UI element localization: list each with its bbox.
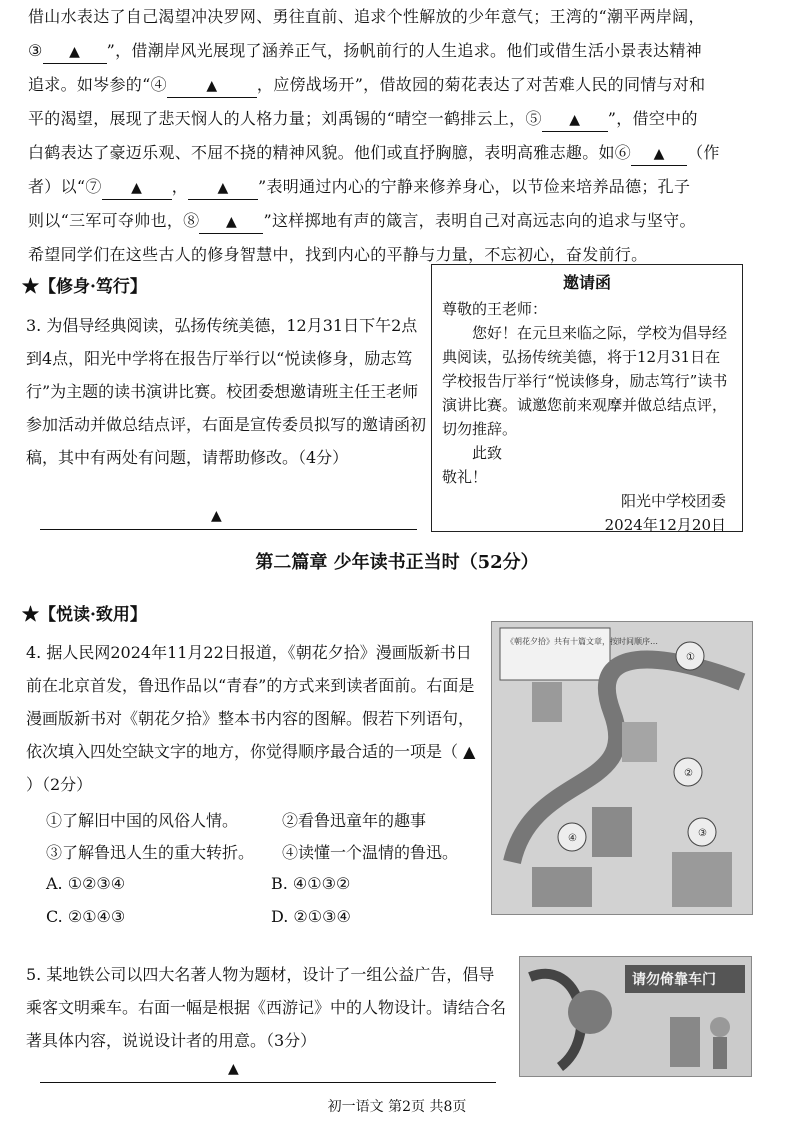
answer-blank-6[interactable]: ▲ [631,142,687,166]
statement-1: ①了解旧中国的风俗人情。 [46,811,239,830]
option-b[interactable]: B. ④①③② [271,874,351,893]
question-5-answer-line[interactable] [40,1081,496,1083]
comic-drawing [492,622,752,914]
question-3-answer-mark: ▲ [211,508,222,524]
option-c[interactable]: C. ②①④③ [46,907,126,926]
question-5-answer-mark: ▲ [228,1061,239,1077]
statement-3: ③了解鲁迅人生的重大转折。 [46,843,255,862]
question-4: 4. 据人民网2024年11月22日报道，《朝花夕拾》漫画版新书日前在北京首发，鲁迅作品以“青春”的方式来到读者面前。右面是漫画版新书对《朝花夕拾》整本书内容的图解。假若下列语句，依次填入四处空缺文字的地方，你觉得顺序最合适的一项是（ ▲ ）（2分） [26,643,476,794]
intro-line-5: 白鹤表达了豪迈乐观、不屈不挠的精神风貌。他们或直抒胸臆，表明高雅志趣。如⑥ ▲ （作 [28,136,768,169]
letter-closing-1: 此致 [472,444,503,462]
subway-poster [519,956,752,1077]
intro-line-2: ③ ▲ ”，借潮岸风光展现了涵养正气，扬帆前行的人生追求。他们或借生活小景表达精神 [28,34,768,67]
question-3-answer-line[interactable] [40,528,417,530]
section-heading-xiushen: ★【修身·笃行】 [22,277,147,297]
answer-blank-8[interactable]: ▲ [199,210,263,234]
statement-2: ②看鲁迅童年的趣事 [282,811,427,830]
option-a[interactable]: A. ①②③④ [46,874,126,893]
poster-drawing [520,957,751,1076]
answer-blank-7b[interactable]: ▲ [188,176,258,200]
letter-body: 您好！在元旦来临之际，学校为倡导经典阅读，弘扬传统美德，将于12月31日在学校报告厅举行“悦读修身，励志笃行”读书演讲比赛。诚邀您前来观摩并做总结点评，切勿推辞。 [442,324,728,438]
comic-illustration [491,621,753,915]
invitation-letter [431,264,743,532]
letter-title: 邀请函 [562,273,611,292]
svg-text:④: ④ [568,833,577,844]
intro-line-8: 希望同学们在这些古人的修身智慧中，找到内心的平静与力量，不忘初心，奋发前行。 [28,245,648,264]
letter-sender: 阳光中学校团委 [620,492,726,510]
star-icon: ★ [22,277,39,297]
question-5: 5. 某地铁公司以四大名著人物为题材，设计了一组公益广告，倡导乘客文明乘车。右面一幅是根据《西游记》中的人物设计。请结合名著具体内容，说说设计者的用意。（3分） [26,965,507,1050]
intro-line-1: 借山水表达了自己渴望冲决罗网、勇往直前、追求个性解放的少年意气；王湾的“潮平两岸阔， [28,7,705,26]
letter-date: 2024年12月20日 [604,516,726,534]
answer-blank-7a[interactable]: ▲ [102,176,172,200]
svg-text:①: ① [686,652,695,663]
intro-line-6: 者）以“⑦ ▲ ， ▲ ”表明通过内心的宁静来修养身心，以节俭来培养品德；孔子 [28,170,768,203]
comic-caption: 《朝花夕拾》共有十篇文章，按时间顺序… [506,637,658,646]
chapter-title: 第二篇章 少年读书正当时（52分） [255,552,539,573]
section-heading-yuedu: ★【悦读·致用】 [22,605,147,625]
answer-blank-3[interactable]: ▲ [43,40,107,64]
statement-4: ④读懂一个温情的鲁迅。 [282,843,459,862]
answer-blank-4[interactable]: ▲ [167,74,257,98]
intro-line-3: 追求。如岑参的“④ ▲ ，应傍战场开”，借故园的菊花表达了对苦难人民的同情与对和 [28,68,768,101]
intro-line-4: 平的渴望，展现了悲天悯人的人格力量；刘禹锡的“晴空一鹤排云上，⑤ ▲ ”，借空中的 [28,102,768,135]
intro-line-7: 则以“三军可夺帅也，⑧ ▲ ”这样掷地有声的箴言，表明自己对高远志向的追求与坚守。 [28,204,768,237]
poster-slogan: 请勿倚靠车门 [632,972,716,988]
star-icon: ★ [22,605,39,625]
page-footer: 初一语文 第2页 共8页 [327,1099,467,1115]
svg-text:②: ② [684,768,693,779]
letter-closing-2: 敬礼！ [442,468,488,486]
option-d[interactable]: D. ②①③④ [271,907,351,926]
answer-blank-5[interactable]: ▲ [542,108,608,132]
letter-salutation: 尊敬的王老师： [442,300,548,318]
question-3: 3. 为倡导经典阅读，弘扬传统美德，12月31日下午2点到4点，阳光中学将在报告厅举行以“悦读修身，励志笃行”为主题的读书演讲比赛。校团委想邀请班主任王老师参加活动并做总结点评，右面是宣传委员拟写的邀请函初稿，其中有两处有问题，请帮助修改。（4分） [26,316,427,467]
svg-text:③: ③ [698,828,707,839]
